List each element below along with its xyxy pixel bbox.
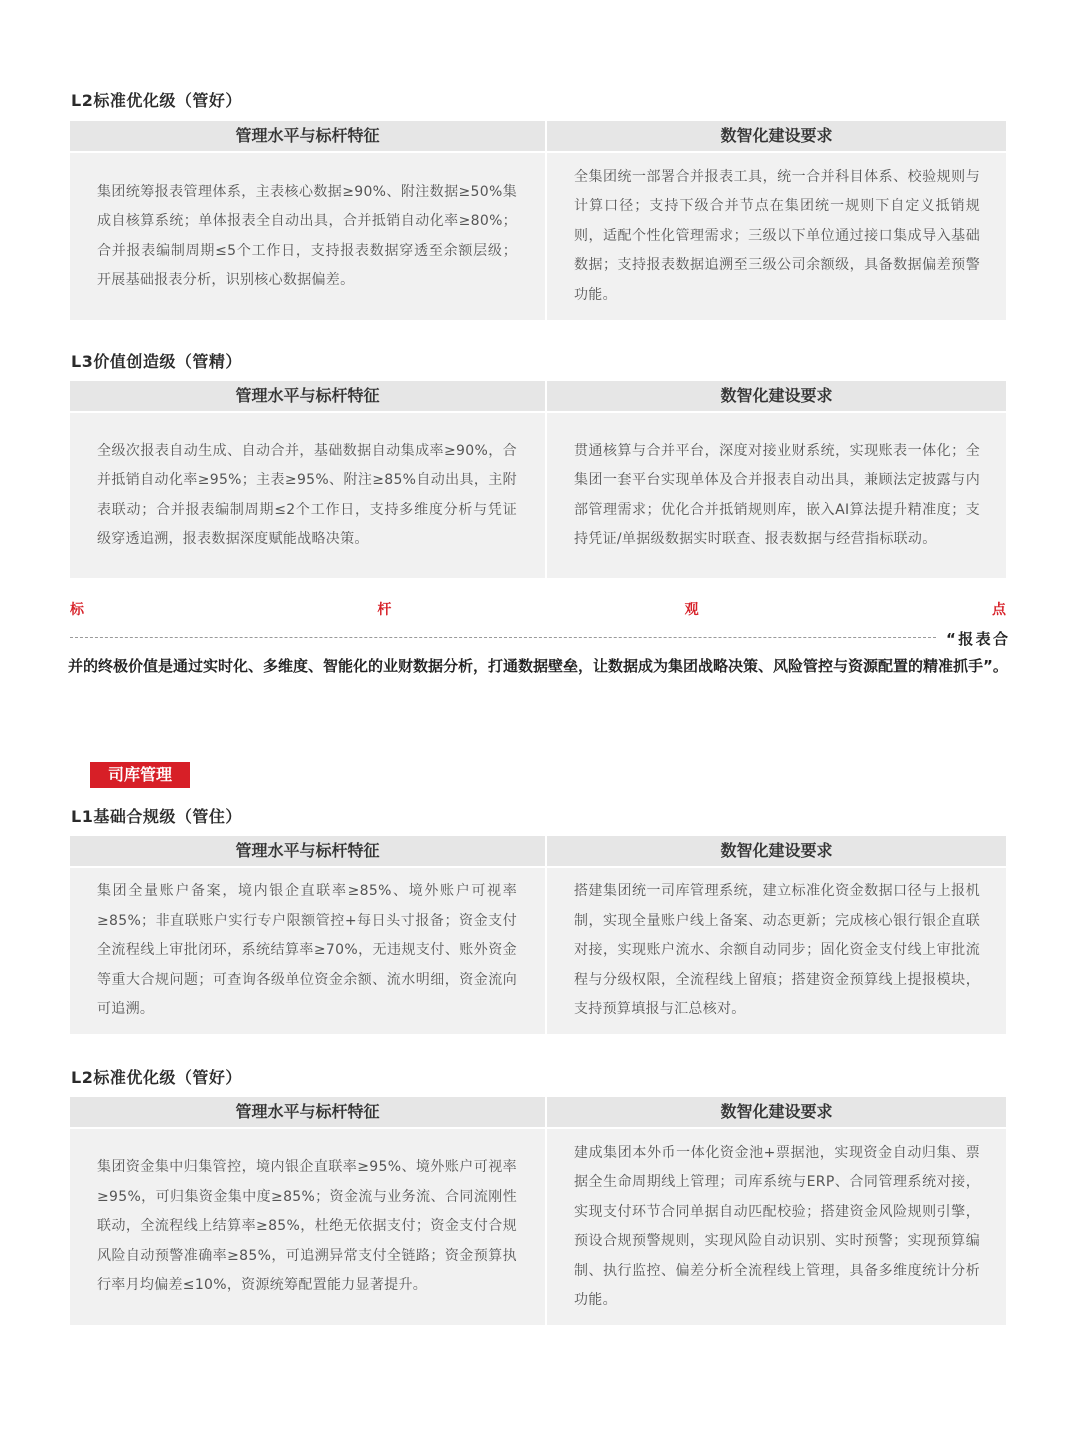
treasury-l2-digital-text: 建成集团本外币一体化资金池+票据池，实现资金自动归集、票据全生命周期线上管理；司库系统与ERP、合同管理系统对接，实现支付环节合同单据自动匹配校验；搭建资金风险规则引擎，预设合规预警规则，实现风险自动识别、实时预警；实现预算编制、执行监控、偏差分析全流程线上管理，具备多维度统计分析功能。 [574,1144,980,1308]
treasury-l2-management-cell [70,1129,545,1325]
digital-header: 数智化建设要求 [547,836,1006,866]
report-l3-table [70,381,1006,578]
management-header: 管理水平与标杆特征 [70,381,545,411]
treasury-l1-table [70,836,1006,1034]
treasury-l1-title: L1基础合规级（管住） [71,807,242,826]
treasury-l1-management-cell [70,868,545,1034]
benchmark-char: 杆 [377,602,392,618]
treasury-l2-management-text: 集团资金集中归集管控，境内银企直联率≥95%、境外账户可视率≥95%，可归集资金集中度≥85%；资金流与业务流、合同流刚性联动，全流程线上结算率≥85%，杜绝无依据支付；资金支付合规风险自动预警准确率≥85%，可追溯异常支付全链路；资金预算执行率月均偏差≤10%，资源统筹配置能力显著提升。 [97,1159,517,1294]
treasury-l2-digital-cell [547,1129,1006,1325]
management-header: 管理水平与标杆特征 [70,1097,545,1127]
treasury-l1-digital-cell [547,868,1006,1034]
report-l2-digital-cell [547,153,1006,320]
report-l2-management-cell [70,153,545,320]
benchmark-char: 标 [70,602,84,618]
benchmark-quote [68,626,1008,680]
report-l3-digital-cell [547,413,1006,578]
digital-header: 数智化建设要求 [547,381,1006,411]
treasury-l1-management-text: 集团全量账户备案，境内银企直联率≥85%、境外账户可视率≥85%；非直联账户实行专户限额管控+每日头寸报备；资金支付全流程线上审批闭环，系统结算率≥70%，无违规支付、账外资金等重大合规问题；可查询各级单位资金余额、流水明细，资金流向可追溯。 [97,883,517,1018]
report-l3-management-cell [70,413,545,578]
benchmark-heading [70,599,1006,619]
section-tag-treasury: 司库管理 [90,762,190,788]
benchmark-quote-text: “报表合并的终极价值是通过实时化、多维度、智能化的业财数据分析，打通数据壁垒，让数据成为集团战略决策、风险管控与资源配置的精准抓手”。 [68,630,1008,675]
report-l2-management-text: 集团统筹报表管理体系，主表核心数据≥90%、附注数据≥50%集成自核算系统；单体报表全自动出具，合并抵销自动化率≥80%；合并报表编制周期≤5个工作日，支持报表数据穿透至余额层级；开展基础报表分析，识别核心数据偏差。 [97,183,517,288]
management-header: 管理水平与标杆特征 [70,836,545,866]
benchmark-char: 点 [991,602,1006,618]
report-l2-title: L2标准优化级（管好） [71,91,242,110]
management-header: 管理水平与标杆特征 [70,121,545,151]
treasury-l1-digital-text: 搭建集团统一司库管理系统，建立标准化资金数据口径与上报机制，实现全量账户线上备案、动态更新；完成核心银行银企直联对接，实现账户流水、余额自动同步；固化资金支付线上审批流程与分级权限，全流程线上留痕；搭建资金预算线上提报模块，支持预算填报与汇总核对。 [574,883,980,1018]
report-l3-digital-text: 贯通核算与合并平台，深度对接业财系统，实现账表一体化；全集团一套平台实现单体及合并报表自动出具，兼顾法定披露与内部管理需求；优化合并抵销规则库，嵌入AI算法提升精准度；支持凭证/单据级数据实时联查、报表数据与经营指标联动。 [574,442,980,547]
benchmark-char: 观 [684,602,699,618]
treasury-l2-table [70,1097,1006,1325]
digital-header: 数智化建设要求 [547,1097,1006,1127]
treasury-l2-title: L2标准优化级（管好） [71,1068,242,1087]
report-l2-table [70,121,1006,320]
report-l3-management-text: 全级次报表自动生成、自动合并，基础数据自动集成率≥90%，合并抵销自动化率≥95%；主表≥95%、附注≥85%自动出具，主附表联动；合并报表编制周期≤2个工作日，支持多维度分析与凭证级穿透追溯，报表数据深度赋能战略决策。 [97,442,517,547]
report-l2-digital-text: 全集团统一部署合并报表工具，统一合并科目体系、校验规则与计算口径；支持下级合并节点在集团统一规则下自定义抵销规则，适配个性化管理需求；三级以下单位通过接口集成导入基础数据；支持报表数据追溯至三级公司余额级，具备数据偏差预警功能。 [574,168,980,303]
report-l3-title: L3价值创造级（管精） [71,352,242,371]
digital-header: 数智化建设要求 [547,121,1006,151]
